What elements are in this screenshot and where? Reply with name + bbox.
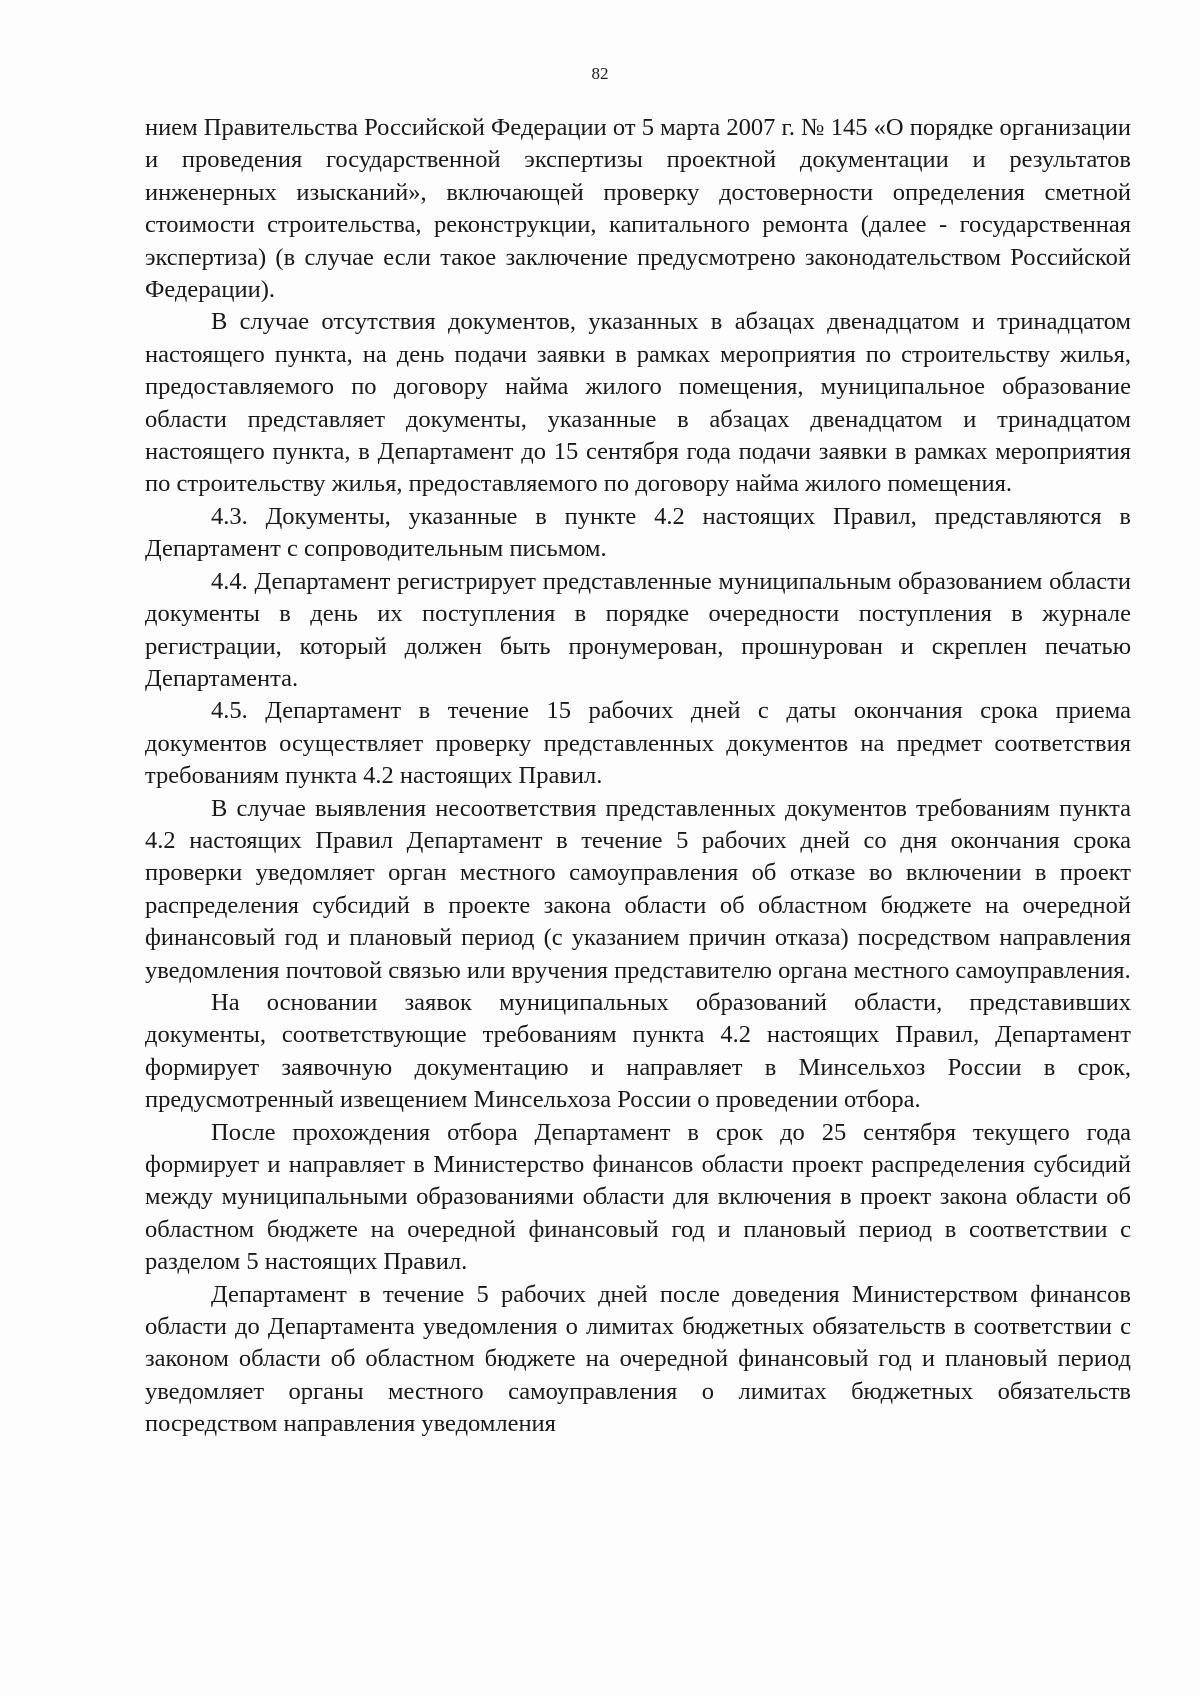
page-number: 82 xyxy=(591,64,609,83)
paragraph-6: В случае выявления несоответствия представленных документов требованиям пункта 4.2 настоящих Правил Департамент в течение 5 рабочих дней со дня окончания срока проверки уведомляет орган местного самоуправления об отказе во включении в проект распределения субсидий в проекте закона области об областном бюджете на очередной финансовый год и плановый период (с указанием причин отказа) посредством направления уведомления почтовой связью или вручения представителю органа местного самоуправления. xyxy=(145,794,1131,984)
paragraph-7: На основании заявок муниципальных образований области, представивших документы, соответствующие требованиям пункта 4.2 настоящих Правил, Департамент формирует заявочную документацию и направляет в Минсельхоз России в срок, предусмотренный извещением Минсельхоза России о проведении отбора. xyxy=(145,988,1131,1114)
paragraph-9: Департамент в течение 5 рабочих дней после доведения Министерством финансов области до Департамента уведомления о лимитах бюджетных обязательств в соответствии с законом области об областном бюджете на очередной финансовый год и плановый период уведомляет органы местного самоуправления о лимитах бюджетных обязательств посредством направления уведомления xyxy=(145,1280,1131,1438)
paragraph-5: 4.5. Департамент в течение 15 рабочих дней с даты окончания срока приема документов осуществляет проверку представленных документов на предмет соответствия требованиям пункта 4.2 настоящих Правил. xyxy=(145,697,1131,790)
paragraph-2: В случае отсутствия документов, указанных в абзацах двенадцатом и тринадцатом настоящего пункта, на день подачи заявки в рамках мероприятия по строительству жилья, предоставляемого по договору найма жилого помещения, муниципальное образование области представляет документы, указанные в абзацах двенадцатом и тринадцатом настоящего пункта, в Департамент до 15 сентября года подачи заявки в рамках мероприятия по строительству жилья, предоставляемого по договору найма жилого помещения. xyxy=(145,308,1131,498)
document-body xyxy=(145,112,1131,1441)
paragraph-8: После прохождения отбора Департамент в срок до 25 сентября текущего года формирует и направляет в Министерство финансов области проект распределения субсидий между муниципальными образованиями области для включения в проект закона области об областном бюджете на очередной финансовый год и плановый период в соответствии с разделом 5 настоящих Правил. xyxy=(145,1118,1131,1276)
paragraph-3: 4.3. Документы, указанные в пункте 4.2 настоящих Правил, представляются в Департамент с сопроводительным письмом. xyxy=(145,502,1131,563)
paragraph-1: нием Правительства Российской Федерации от 5 марта 2007 г. № 145 «О порядке организации и проведения государственной экспертизы проектной документации и результатов инженерных изысканий», включающей проверку достоверности определения сметной стоимости строительства, реконструкции, капитального ремонта (далее - государственная экспертиза) (в случае если такое заключение предусмотрено законодательством Российской Федерации). xyxy=(145,114,1131,304)
paragraph-4: 4.4. Департамент регистрирует представленные муниципальным образованием области документы в день их поступления в порядке очередности поступления в журнале регистрации, который должен быть пронумерован, прошнурован и скреплен печатью Департамента. xyxy=(145,567,1131,692)
